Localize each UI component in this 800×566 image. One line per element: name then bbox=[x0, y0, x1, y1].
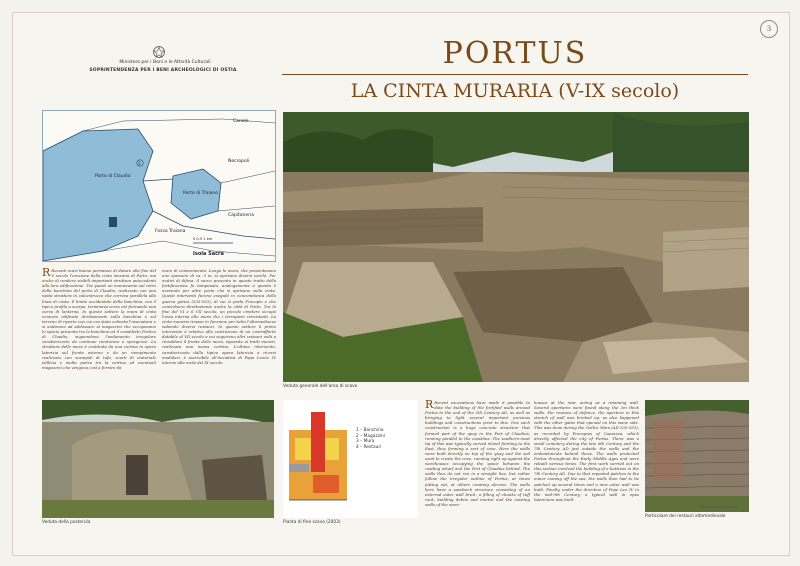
main-excavation-photo bbox=[283, 112, 749, 382]
caption-postern: Veduta della posterula bbox=[42, 520, 91, 525]
plan-legend bbox=[356, 428, 385, 450]
map-label-isola-sacra: Isola Sacra bbox=[193, 251, 224, 257]
caption-restoration: Particolare dei restauri altomedievale bbox=[645, 514, 726, 519]
legend-item: 3 – Mura bbox=[356, 439, 375, 444]
english-text-col1: R Recent excavations have made it possible to date the building of the fortified walls around Portus to the end of the 5th Century AD, as well as bringing to light several important previous buildings and constructions prior to this. One such construction is a huge concrete structure that formed part of the quay in the Port of Claudius, running parallel to the coastline. The southern-most tip of this was typically curved inland forming to the East, thus forming a sort of cove. Here the walls were built directly on top of the quay and the soil used to create the cove, running right up against the warehouses occupying the space between the roading wharf and the Port of Claudius behind. The walls thus do not run in a straight line, but rather follow the irregular outline of Portus, at times jutting out, at others creating alcoves. The walls here have a sandwich structure consisting of an external outer wall brick, a filling of chunks of tuff rock, building debris and mortar and the existing walls of the ware- bbox=[425, 400, 530, 507]
italian-text-col2: muro di contenimento. Lungo le mura, che presentavano uno spessore di ca. 3 m, si aprivano diversi varchi. Per motivi di difesa, il varco presente in questo tratto della fortificazione fu tamponato, analogamente a quanto è avvenuto per altre porte che si aprivano sulla cinta. Questi interventi furono eseguiti in concomitanza della guerra gotica (535-553), di cui si parla Procopio e che coinvolsero direttamente anche la città di Porto. Tra la fine del VI e il VII secolo, un piccolo cimitero occupò l'area interna alle mura che i terrapieni retrostanti. La cinta muraria rimase in funzione per tutto l'altomedioevo subendo diversi restauri. In questo settore il primo intervento è relativo alla costruzione di un contrafforte databile al VII secolo a cui seguirono altri restauri volti a rinsaldare il fronte delle mura, ispessite ai tratti murari, realizzata una nuova cortina. L'ultimo intervento, caratterizzato dalla tipica opera laterizia a ricorsi modulari, è ascrivibile all'iniziativa di Papa Leone IV intorno alla metà del IX secolo. bbox=[162, 268, 276, 365]
english-text-col2: houses at the rear, acting as a retaining wall. Several apertures were found along the 3m thick walls. For reasons of defence, the aperture in this stretch of wall was bricked up, as also happened with the other gates that opened on this same side. This was done during the Gothic Wars (AD 535-553), as recorded by Procopius of Caesarea, which directly affected the city of Portus. There was a small cemetery during the late 6th Century and the 7th Century AD just outside the walls and the embankments behind these. The walls protected Portus throughout the Early Middle Ages and were rebuilt various times. The first work carried out on this section involved the building of a buttress in the 7th Century AD. Due to that repeated patches to the minor coming off the sea, the walls then had to be patched up several times and a new outer wall was built. Finally, under the direction of Pope Leo IV in the mid-9th Century, a typical wall in opus latericium was built. bbox=[534, 400, 639, 502]
page-title: PORTUS bbox=[442, 36, 588, 71]
restoration-photo bbox=[645, 400, 749, 512]
page-subtitle: LA CINTA MURARIA (V-IX secolo) bbox=[350, 80, 680, 102]
ministry-name: Ministero per i Beni e le Attività Culturali bbox=[119, 60, 211, 65]
legend-item: 1 – Banchina bbox=[356, 428, 384, 433]
map-marker-number: 1 bbox=[138, 161, 141, 166]
website-link[interactable]: www.portusonline.it bbox=[700, 504, 738, 509]
legend-item: 2 – Magazzini bbox=[356, 433, 385, 439]
map-label-fossa: Fossa Traiana bbox=[155, 229, 186, 234]
postern-photo bbox=[42, 400, 274, 518]
caption-plan: Pianta di fine scavo (2003) bbox=[283, 520, 341, 525]
map-label-capitaneria: Capitaneria bbox=[228, 213, 255, 218]
corner-number: 3 bbox=[760, 20, 778, 38]
soprintendenza-name: SOPRINTENDENZA PER I BENI ARCHEOLOGICI DI OSTIA bbox=[89, 68, 237, 73]
title-divider bbox=[282, 74, 748, 75]
caption-main-photo: Veduta generale dell'area di scavo bbox=[283, 384, 358, 389]
italian-text-col1: R Recenti scavi hanno permesso di datare alla fine del V secolo l'erezione della cinta muraria di Porto, ma anche di rendere visibili importanti strutture antecedenti alla loro edificazione. Tra questi un monumento sul retro della banchina del porto di Claudio, realizzato con una vasta struttura in calcestruzzo che correva parallela alla linea di costa. Il limite occidentale della banchina, con il tipico profilo a scarpa, terminava verso est formando una curva di lanterna. In questo settore la mura di cinta vennero edificate direttamente sulla banchina e sul terreno di riporto con cui era stata colmata l'insenatura e si andarono ad addossare ai magazzini che occupavano lo spazio presente tra la banchina ed il cosiddetto Portico di Claudio, seguendone l'andamento irregolare caratterizzato da continue rientranze e sporgenze. La struttura delle mura è costituita da una cortina in opera laterizia sul fronte esterno e da un riempimento realizzato con scampoli di tufo, scarti di materiale edilizio e molta pietra tra la cortina ed eventuali magazzini che vengono così a fornire da bbox=[42, 268, 156, 370]
map-label-traiano: Porto di Traiano bbox=[183, 191, 218, 196]
map-label-necropoli: Necropoli bbox=[228, 159, 250, 164]
excavation-plan bbox=[283, 400, 418, 518]
site-map bbox=[42, 110, 276, 262]
legend-item: 4 – Restauri bbox=[356, 444, 382, 450]
map-scale: 0 0.5 1 km bbox=[193, 237, 213, 241]
postern-doorway bbox=[126, 455, 148, 495]
map-label-canale: Canale bbox=[233, 119, 249, 124]
republic-emblem-icon bbox=[152, 45, 166, 59]
map-drawing bbox=[43, 111, 275, 261]
map-label-claudio: Porto di Claudio bbox=[95, 174, 131, 179]
